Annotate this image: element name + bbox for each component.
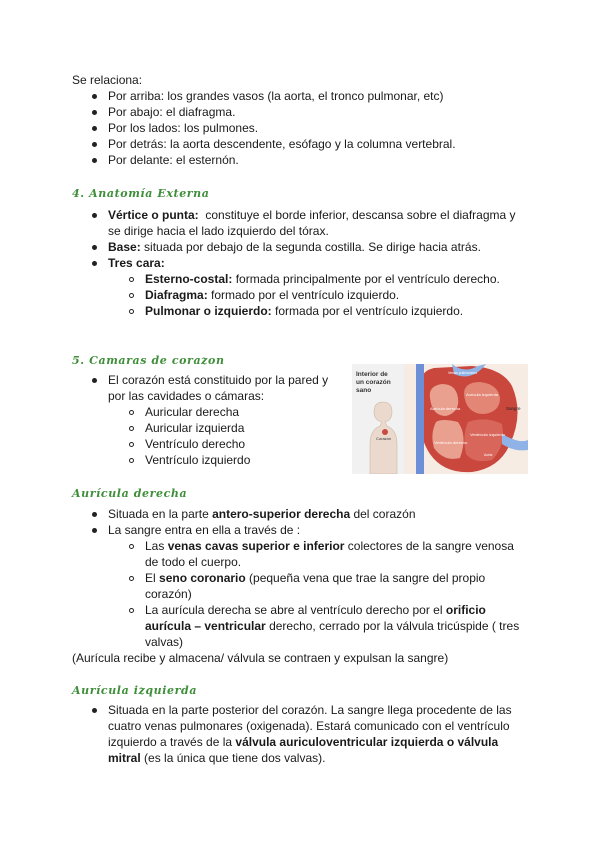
figure-label: Aurícula izquierda (466, 392, 499, 397)
ad-item1: Situada en la parte antero-superior derecha del corazón (108, 507, 416, 521)
ad-sub3-line2: aurícula – ventricular derecho, cerrado por la válvula tricúspide ( tres (145, 619, 520, 633)
figure-label: Venas pulmonares (448, 371, 477, 375)
cara-item: Pulmonar o izquierdo: formada por el ventrículo izquierdo. (145, 304, 464, 318)
intro-item: Por delante: el esternón. (108, 153, 239, 167)
ad-sub2-line2: corazón) (145, 587, 192, 601)
camaras-intro-line1: El corazón está constituido por la pared y (108, 373, 329, 387)
figure-label: Sangre (506, 406, 521, 411)
bullet (92, 213, 97, 218)
figure-title: sano (356, 387, 372, 394)
chamber-item: Auricular derecha (145, 405, 240, 419)
ad-sub1-line2: de todo el cuerpo. (145, 555, 242, 569)
chamber-item: Auricular izquierda (145, 421, 245, 435)
bullet (92, 512, 97, 517)
chamber-item: Ventrículo izquierdo (145, 453, 251, 467)
figure-label: Aurícula derecha (430, 406, 461, 411)
bullet (92, 94, 97, 99)
bullet (92, 708, 97, 713)
intro-item: Por arriba: los grandes vasos (la aorta, el tronco pulmonar, etc) (108, 89, 444, 103)
tres-cara-label: Tres cara: (108, 256, 165, 270)
circle-bullet (129, 442, 134, 447)
circle-bullet (129, 309, 134, 314)
ad-sub3-line1: La aurícula derecha se abre al ventrículo derecho por el orificio (145, 603, 486, 617)
figure-title: Interior de (356, 371, 388, 378)
cara-item: Esterno-costal: formada principalmente por el ventrículo derecho. (145, 272, 500, 286)
heart-diagram (352, 364, 528, 474)
ai-line3: izquierdo a través de la válvula auriculoventricular izquierda o válvula (108, 735, 499, 749)
circle-bullet (129, 458, 134, 463)
subheading-auricula-derecha: Aurícula derecha (72, 487, 188, 500)
circle-bullet (129, 410, 134, 415)
ad-item2: La sangre entra en ella a través de : (108, 523, 301, 537)
intro-item: Por detrás: la aorta descendente, esófago y la columna vertebral. (108, 137, 456, 151)
base-line: Base: situada por debajo de la segunda costilla. Se dirige hacia atrás. (108, 240, 481, 254)
bullet (92, 142, 97, 147)
intro-item: Por los lados: los pulmones. (108, 121, 259, 135)
camaras-intro-line2: por las cavidades o cámaras: (108, 389, 265, 403)
figure-title: un corazón (356, 379, 391, 386)
vertice-line1: Vértice o punta: constituye el borde inferior, descansa sobre el diafragma y (108, 208, 516, 222)
small-heart-icon (382, 429, 388, 435)
bullet (92, 245, 97, 250)
intro-item: Por abajo: el diafragma. (108, 105, 236, 119)
ad-sub1-line1: Las venas cavas superior e inferior colectores de la sangre venosa (145, 539, 514, 553)
bullet (92, 158, 97, 163)
circle-bullet (129, 576, 134, 581)
figure-label: Ventrículo izquierdo (470, 432, 506, 437)
circle-bullet (129, 608, 134, 613)
cara-item: Diafragma: formado por el ventrículo izquierdo. (145, 288, 400, 302)
bullet (92, 261, 97, 266)
section-heading-camaras: 5. Camaras de corazon (72, 354, 225, 367)
bullet (92, 110, 97, 115)
ad-sub2-line1: El seno coronario (pequeña vena que trae la sangre del propio (145, 571, 486, 585)
circle-bullet (129, 426, 134, 431)
vena-cava-vessel (416, 364, 424, 474)
figure-label: Ventrículo derecho (434, 440, 468, 445)
ai-line4: mitral (es la única que tiene dos valvas). (108, 751, 326, 765)
figure-label: Corazón (376, 436, 392, 441)
subheading-auricula-izquierda: Aurícula izquierda (72, 684, 198, 697)
vertice-line2: se dirige hacia el lado izquierdo del tórax. (108, 224, 329, 238)
circle-bullet (129, 277, 134, 282)
section-heading-anatomia-externa: 4. Anatomía Externa (72, 187, 210, 200)
ad-note: (Aurícula recibe y almacena/ válvula se contraen y expulsan la sangre) (72, 651, 449, 665)
figure-label: Aorta (484, 453, 493, 457)
chamber-item: Ventrículo derecho (145, 437, 246, 451)
circle-bullet (129, 293, 134, 298)
intro-lead: Se relaciona: (72, 73, 143, 87)
ai-line1: Situada en la parte posterior del corazón. La sangre llega procedente de las (108, 703, 512, 717)
bullet (92, 378, 97, 383)
bullet (92, 528, 97, 533)
ad-sub3-line3: valvas) (145, 635, 184, 649)
ai-line2: cuatro venas pulmonares (oxigenada). Estará comunicado con el ventrículo (108, 719, 510, 733)
circle-bullet (129, 544, 134, 549)
bullet (92, 126, 97, 131)
